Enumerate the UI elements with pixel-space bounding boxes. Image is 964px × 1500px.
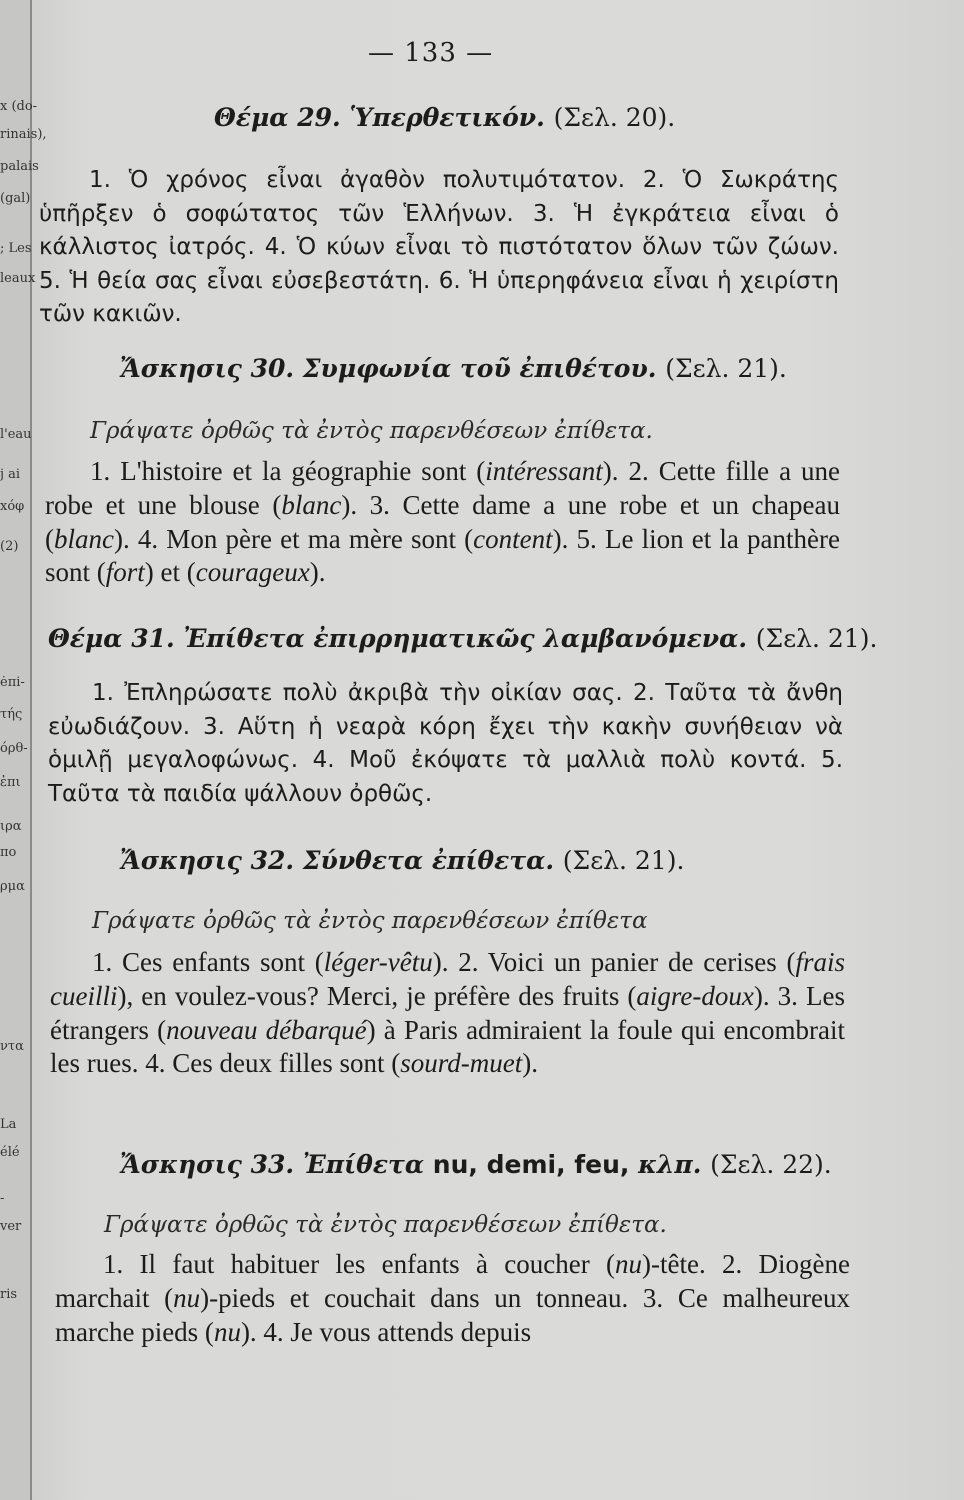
sentence-text: ). 4. Mon père et ma mère sont ( <box>114 523 474 554</box>
margin-fragment: ėπi- <box>0 675 25 690</box>
parenthesized-adjective: fort <box>105 557 145 588</box>
adjacent-page-edge <box>0 0 47 1500</box>
parenthesized-adjective: nu <box>173 1282 201 1313</box>
sentence-text: ), en voulez-vous? Merci, je préfère des fruits ( <box>117 980 637 1011</box>
instruction-32: Γράψατε ὀρθῶς τὰ ἐντὸς παρενθέσεων ἐπίθετα <box>92 908 648 934</box>
section-heading-32 <box>120 846 684 875</box>
parenthesized-adjective: blanc <box>54 523 114 554</box>
sentence-text: ). 3. Les étrangers ( <box>50 980 845 1045</box>
sentence-text: ). <box>522 1048 538 1079</box>
sentence-text: 1. Ces enfants sont ( <box>92 947 324 977</box>
sentence-text: 1. Il faut habituer les enfants à coucher ( <box>103 1249 615 1279</box>
exercise-text-33 <box>55 1248 850 1349</box>
parenthesized-adjective: frais cueilli <box>50 947 846 1011</box>
margin-fragment: leaux <box>0 271 36 286</box>
margin-fragment: ιρα <box>0 819 22 834</box>
section-heading-31 <box>48 624 877 653</box>
page-reference: (Σελ. 21). <box>562 846 685 875</box>
parenthesized-adjective: aigre-doux <box>636 980 754 1011</box>
section-heading-30 <box>120 354 787 383</box>
parenthesized-adjective: sourd-muet <box>400 1048 523 1079</box>
parenthesized-adjective: intéressant <box>485 456 603 486</box>
margin-fragment: ver <box>0 1219 22 1234</box>
page-reference: (Σελ. 21). <box>665 354 787 383</box>
margin-fragment: La <box>0 1117 17 1132</box>
sentence-text: ). 2. Cette fille a une robe et une blouse ( <box>45 456 841 520</box>
margin-fragment: ντα <box>0 1039 24 1054</box>
margin-fragment: (gal) <box>0 191 31 206</box>
margin-fragment: rinais), <box>0 127 47 142</box>
parenthesized-adjective: blanc <box>281 489 342 520</box>
heading-title: Θέμα 29. <box>214 103 341 132</box>
heading-subtitle: Ἐπίθετα <box>302 1150 425 1179</box>
sentence-text: ). 3. Cette dame a une robe et un chapeau ( <box>45 489 840 554</box>
instruction-33: Γράψατε ὀρθῶς τὰ ἐντὸς παρενθέσεων ἐπίθετα. <box>104 1212 667 1238</box>
margin-fragment: palais <box>0 159 39 174</box>
sentence-text: ). 5. Le lion et la panthère sont ( <box>45 523 840 588</box>
sentence-text: )-pieds et couchait dans un tonneau. 3. Ce malheureux marche pieds ( <box>55 1282 850 1347</box>
margin-fragment: ; Les <box>0 241 32 256</box>
margin-fragment: x (do- <box>0 99 38 114</box>
heading-subtitle-latin: nu, demi, feu, <box>432 1150 630 1179</box>
heading-title: Ἄσκησις 33. <box>120 1150 295 1179</box>
page-reference: (Σελ. 21). <box>755 624 878 653</box>
margin-fragment: l'eau <box>0 427 32 442</box>
parenthesized-adjective: nouveau débarqué <box>166 1014 367 1045</box>
margin-fragment: πo <box>0 845 17 860</box>
parenthesized-adjective: courageux <box>195 557 310 588</box>
page-reference: (Σελ. 20). <box>553 103 676 132</box>
heading-subtitle: Ὑπερθετικόν. <box>349 103 545 132</box>
section-heading-33 <box>120 1150 832 1179</box>
heading-title: Θέμα 31. <box>48 624 175 653</box>
page-number: — 133 — <box>368 38 494 68</box>
sentence-text: ). 4. Je vous attends depuis <box>240 1316 532 1347</box>
parenthesized-adjective: content <box>473 523 553 554</box>
margin-fragment: όρθ- <box>0 741 28 756</box>
parenthesized-adjective: nu <box>614 1249 642 1279</box>
heading-subtitle: Σύνθετα ἐπίθετα. <box>302 846 555 875</box>
margin-fragment: (2) <box>0 539 19 554</box>
heading-subtitle: Συμφωνία τοῦ ἐπιθέτου. <box>302 354 657 383</box>
sentence-text: ) et ( <box>144 557 196 588</box>
margin-fragment: élé <box>0 1145 20 1160</box>
sentence-text: )-tête. 2. Diogène marchait ( <box>55 1249 851 1313</box>
margin-fragment: ris <box>0 1287 18 1302</box>
heading-subtitle: Ἐπίθετα ἐπιρρηματικῶς λαμβανόμενα. <box>183 624 748 653</box>
sentence-text: ). <box>309 557 326 588</box>
margin-fragment: j ai <box>0 467 21 482</box>
parenthesized-adjective: léger-vêtu <box>323 947 433 977</box>
exercise-text-30 <box>45 455 840 590</box>
exercise-text-32 <box>50 946 845 1081</box>
margin-fragment: - <box>0 1191 5 1206</box>
sentence-text: ) à Paris admiraient la foule qui encombrait les rues. 4. Ces deux filles sont ( <box>50 1014 845 1079</box>
margin-fragment: τής <box>0 707 23 722</box>
sentence-text: ). 2. Voici un panier de cerises ( <box>432 947 796 977</box>
margin-fragment: xóφ <box>0 499 25 514</box>
exercise-text-29: 1. Ὁ χρόνος εἶναι ἀγαθὸν πολυτιμότατον. 2. Ὁ Σωκράτης ὑπῆρξεν ὁ σοφώτατος τῶν Ἑλλήνων. 3. Ἡ ἐγκράτεια εἶναι ὁ κάλλιστος ἰατρός. 4. Ὁ κύων εἶναι τὸ πιστότατον ὅλων τῶν ζώων. 5. Ἡ θεία σας εἶναι εὐσεβεστάτη. 6. Ἡ ὑπερηφάνεια εἶναι ἡ χειρίστη τῶν κακιῶν. <box>39 167 839 327</box>
page-reference: (Σελ. 22). <box>710 1150 832 1179</box>
exercise-text-31: 1. Ἐπληρώσατε πολὺ ἀκριβὰ τὴν οἰκίαν σας. 2. Ταῦτα τὰ ἄνθη εὐωδιάζουν. 3. Αὕτη ἡ νεαρὰ κόρη ἔχει τὴν κακὴν συνήθειαν νὰ ὁμιλῇ μεγαλοφώνως. 4. Μοῦ ἐκόψατε τὰ μαλλιὰ πολὺ κοντά. 5. Ταῦτα τὰ παιδία ψάλλουν ὀρθῶς. <box>48 680 843 807</box>
instruction-30: Γράψατε ὀρθῶς τὰ ἐντὸς παρενθέσεων ἐπίθετα. <box>90 418 653 444</box>
section-heading-29 <box>214 103 675 132</box>
heading-title: Ἄσκησις 30. <box>120 354 295 383</box>
margin-fragment: ρμα <box>0 879 25 894</box>
heading-title: Ἄσκησις 32. <box>120 846 295 875</box>
parenthesized-adjective: nu <box>213 1316 241 1347</box>
sentence-text: 1. L'histoire et la géographie sont ( <box>90 456 486 486</box>
margin-fragment: ἐπι <box>0 775 21 790</box>
heading-subtitle-end: κλπ. <box>638 1150 702 1179</box>
